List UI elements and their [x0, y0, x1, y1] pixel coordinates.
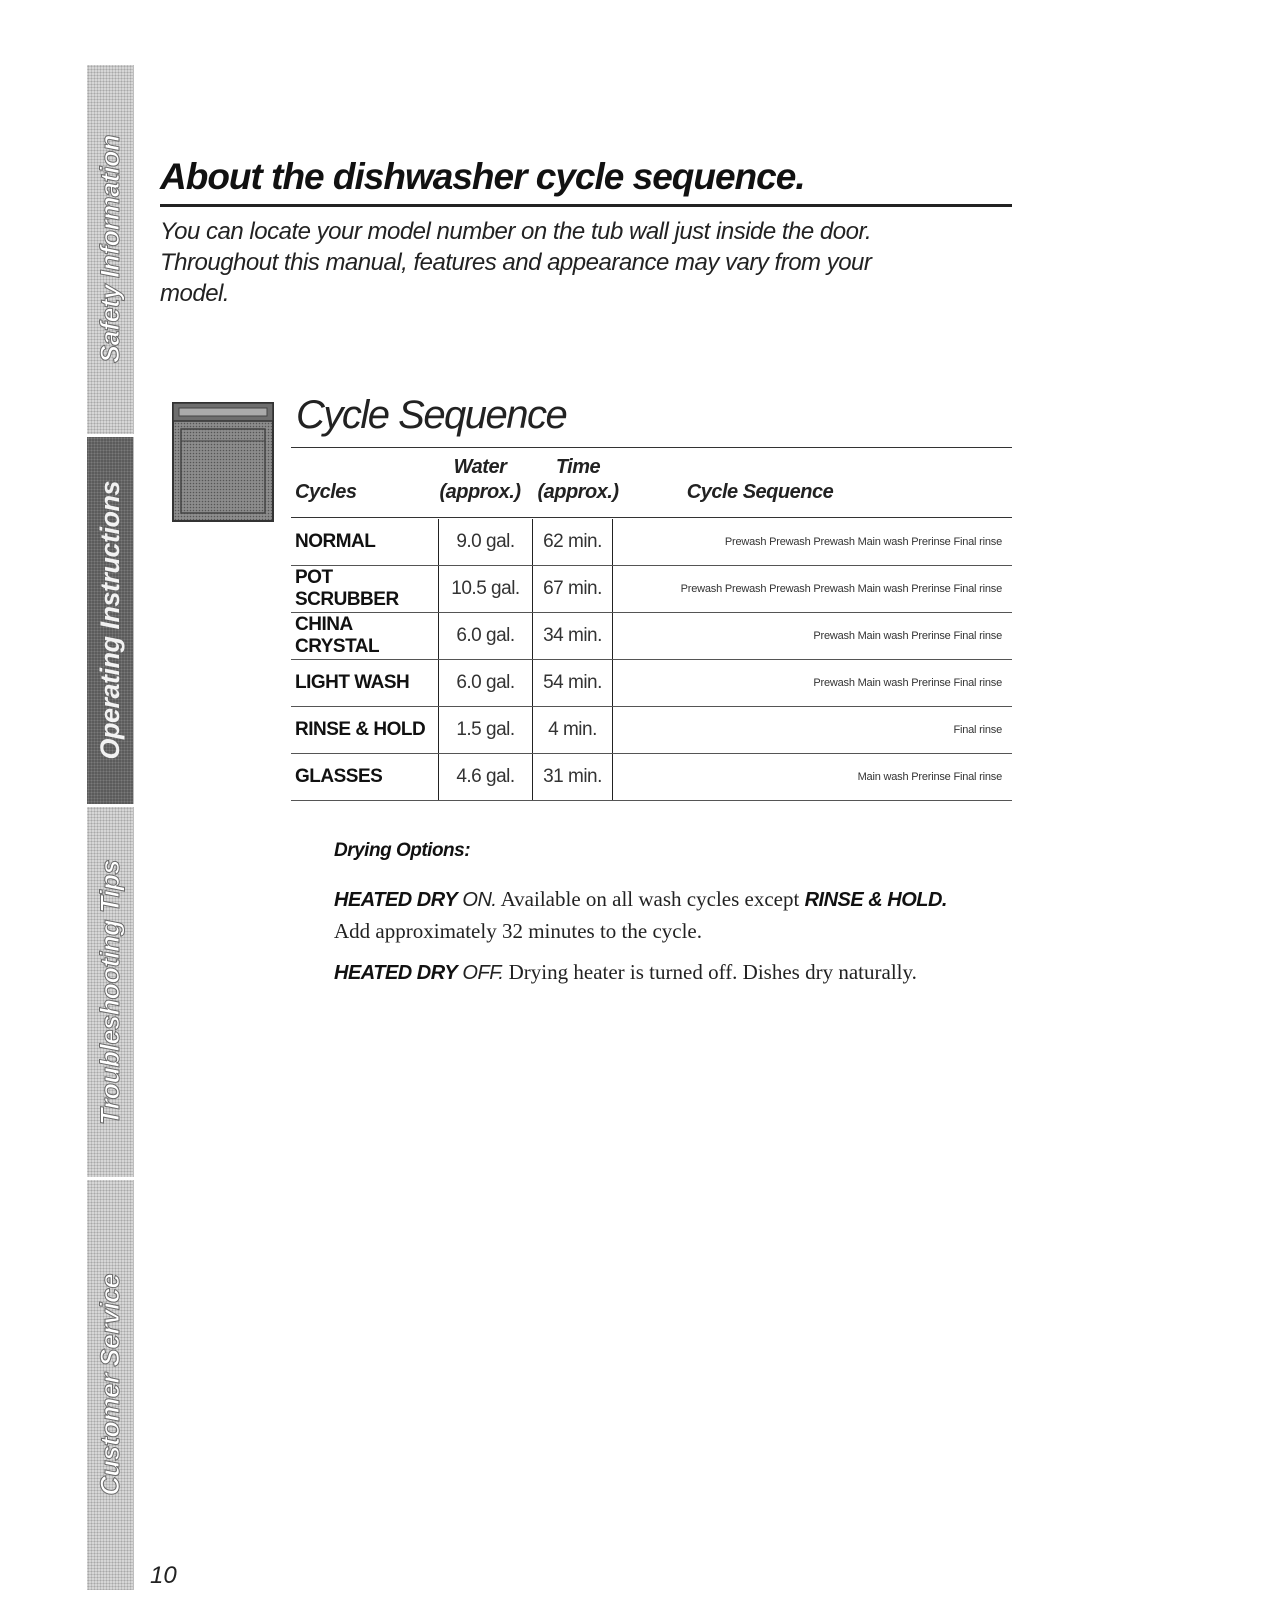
- water-amount: 6.0 gal.: [438, 660, 532, 706]
- page-title: About the dishwasher cycle sequence.: [160, 156, 805, 197]
- water-amount: 9.0 gal.: [438, 519, 532, 565]
- cycle-time: 54 min.: [532, 660, 612, 706]
- cycle-time: 62 min.: [532, 519, 612, 565]
- water-amount: 10.5 gal.: [438, 566, 532, 612]
- side-tab-label: Safety Information: [94, 135, 125, 364]
- column-header-water-line: (approx.): [439, 481, 521, 503]
- cycle-name: LIGHT WASH: [295, 672, 410, 693]
- title-divider: [160, 204, 1012, 207]
- heated-dry-off-label: HEATED DRY: [334, 962, 458, 984]
- column-header-cycle-sequence: Cycle Sequence: [686, 481, 834, 503]
- page-number: 10: [150, 1562, 177, 1589]
- dishwasher-icon: [171, 401, 275, 523]
- cycle-name: POT SCRUBBER: [295, 567, 399, 610]
- table-header-divider: [291, 517, 1012, 518]
- column-header-time-line: Time: [555, 456, 601, 478]
- heated-dry-off-description: Drying heater is turned off. Dishes dry naturally.: [503, 960, 917, 984]
- intro-text: [160, 216, 960, 309]
- section-divider: [291, 447, 1012, 448]
- column-header-time-line: (approx.): [537, 481, 619, 503]
- table-row: [291, 519, 1012, 566]
- column-header-water: [425, 455, 535, 505]
- heated-dry-off-text: [334, 957, 1014, 989]
- heated-dry-on-state: ON.: [462, 889, 497, 911]
- water-amount: 6.0 gal.: [438, 613, 532, 659]
- side-tabs: [87, 65, 133, 1590]
- heated-dry-off-state: OFF.: [462, 962, 504, 984]
- cycle-name: GLASSES: [295, 766, 383, 787]
- intro-line: You can locate your model number on the tub wall just inside the door.: [160, 218, 872, 245]
- column-header-cycles: Cycles: [295, 481, 357, 503]
- heated-dry-on-label: HEATED DRY: [334, 889, 458, 911]
- table-row: [291, 613, 1012, 660]
- table-row: [291, 660, 1012, 707]
- water-amount: 1.5 gal.: [438, 707, 532, 753]
- cycle-sequence: Main wash Prerinse Final rinse: [612, 754, 1012, 800]
- heated-dry-on-text: [334, 884, 1014, 947]
- cycle-sequence: Prewash Main wash Prerinse Final rinse: [612, 660, 1012, 706]
- side-tab-troubleshooting-tips[interactable]: [87, 807, 134, 1177]
- drying-options-heading: Drying Options:: [334, 840, 471, 861]
- cycle-time: 4 min.: [532, 707, 612, 753]
- table-row: [291, 707, 1012, 754]
- intro-line: Throughout this manual, features and appearance may vary from your: [160, 249, 872, 276]
- side-tab-label: Troubleshooting Tips: [94, 859, 125, 1125]
- cycle-time: 31 min.: [532, 754, 612, 800]
- side-tab-operating-instructions[interactable]: [87, 437, 134, 804]
- side-tab-label: Customer Service: [94, 1274, 125, 1496]
- cycle-table: [291, 519, 1012, 801]
- cycle-sequence: Prewash Prewash Prewash Prewash Main wash Prerinse Final rinse: [612, 566, 1012, 612]
- cycle-time: 67 min.: [532, 566, 612, 612]
- section-title: Cycle Sequence: [296, 393, 567, 437]
- heated-dry-exception: RINSE & HOLD.: [804, 889, 947, 911]
- cycle-time: 34 min.: [532, 613, 612, 659]
- water-amount: 4.6 gal.: [438, 754, 532, 800]
- cycle-sequence: Final rinse: [612, 707, 1012, 753]
- cycle-sequence: Prewash Prewash Prewash Main wash Prerinse Final rinse: [612, 519, 1012, 565]
- column-header-water-line: Water: [453, 456, 507, 478]
- table-row: [291, 754, 1012, 801]
- cycle-name: CHINA CRYSTAL: [295, 614, 380, 657]
- cycle-name: RINSE & HOLD: [295, 719, 426, 740]
- side-tab-customer-service[interactable]: [87, 1180, 134, 1590]
- heated-dry-on-description: Available on all wash cycles except: [496, 887, 805, 911]
- heated-dry-on-description-line2: Add approximately 32 minutes to the cycle.: [334, 919, 702, 943]
- cycle-sequence: Prewash Main wash Prerinse Final rinse: [612, 613, 1012, 659]
- column-header-time: [533, 455, 623, 505]
- intro-line: model.: [160, 280, 230, 307]
- table-row: [291, 566, 1012, 613]
- side-tab-safety-information[interactable]: [87, 65, 134, 434]
- cycle-name: NORMAL: [295, 531, 376, 552]
- side-tab-label: Operating Instructions: [94, 481, 125, 760]
